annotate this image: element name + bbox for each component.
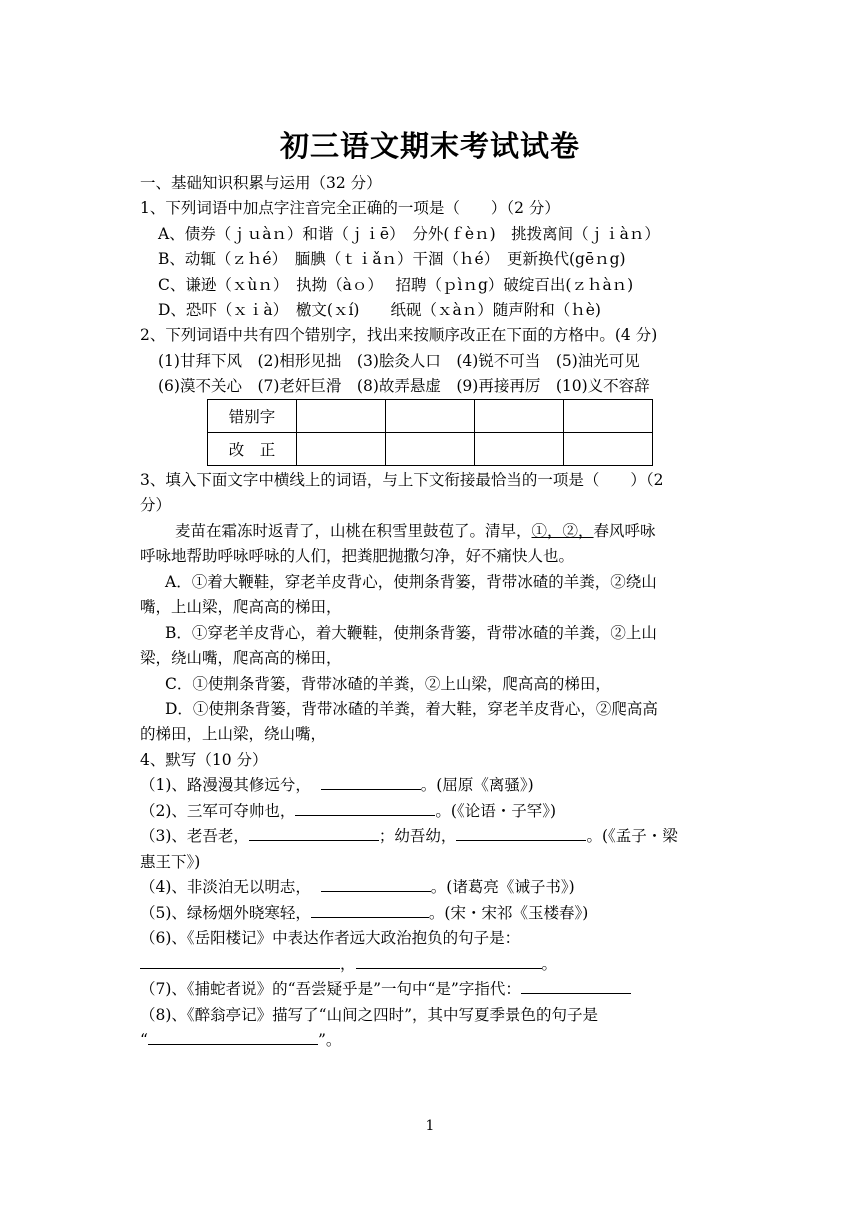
question-3-passage-line-1 — [175, 520, 656, 542]
table-header-correction: 改 正 — [208, 433, 297, 466]
question-1-stem: 1、下列词语中加点字注音完全正确的一项是（ ）（2 分） — [140, 199, 560, 217]
question-3-option-d: D．①使荆条背篓，背带冰碴的羊粪，着大鞋，穿老羊皮背心，②爬高高 — [165, 700, 658, 718]
question-3-passage-line-2: 呼咏地帮助呼咏呼咏的人们，把粪肥抛撒匀净，好不痛快人也。 — [140, 547, 575, 565]
recitation-item-1 — [140, 774, 534, 796]
item-source: 。(《论语・子罕》) — [435, 802, 557, 820]
question-2-words-row-2: (6)漠不关心 (7)老奸巨滑 (8)故弄悬虚 (9)再接再厉 (10)义不容辞 — [158, 377, 650, 395]
item-text: “ — [140, 1031, 148, 1049]
item-text: （5)、绿杨烟外晓寒轻， — [140, 904, 311, 922]
item-text: ， — [340, 955, 356, 973]
answer-blank[interactable] — [249, 826, 379, 841]
recitation-item-3-cont: 惠王下》) — [140, 853, 201, 871]
question-3-option-b-cont: 梁，绕山嘴，爬高高的梯田， — [140, 649, 342, 667]
question-1-option-c: C、谦逊（ｘùｎ） 执拗（àｏ） 招聘（ｐìｎg）破绽百出(ｚｈàｎ) — [158, 276, 634, 294]
item-text: （2)、三军可夺帅也， — [140, 802, 296, 820]
question-3-option-a: A．①着大鞭鞋，穿老羊皮背心，使荆条背篓，背带冰碴的羊粪，②绕山 — [165, 573, 657, 591]
page-title: 初三语文期末考试试卷 — [279, 129, 580, 163]
item-text: （4)、非淡泊无以明志， — [140, 878, 311, 896]
recitation-item-8-answer — [140, 1029, 341, 1051]
question-3-stem-cont: 分） — [140, 496, 172, 514]
answer-blank[interactable] — [356, 954, 542, 969]
question-3-stem: 3、填入下面文字中横线上的词语，与上下文衔接最恰当的一项是（ ）（2 — [140, 471, 664, 489]
table-row — [208, 400, 653, 433]
answer-cell[interactable] — [386, 433, 475, 466]
recitation-item-5 — [140, 902, 588, 924]
passage-blanks: ①，②， — [531, 522, 594, 540]
table-row — [208, 433, 653, 466]
item-text: 。 — [541, 955, 558, 973]
item-text: ”。 — [317, 1031, 342, 1049]
correction-table — [207, 399, 653, 466]
answer-cell[interactable] — [297, 433, 386, 466]
answer-cell[interactable] — [475, 433, 564, 466]
answer-blank[interactable] — [140, 954, 340, 969]
question-1-option-d: D、恐吓（ｘｉà） 檄文(ｘí) 纸砚（ｘàｎ）随声附和（ｈè) — [158, 301, 601, 319]
item-source: 。(屈原《离骚》) — [420, 776, 534, 794]
answer-blank[interactable] — [321, 775, 421, 790]
item-source: 。(《孟子・梁 — [586, 827, 678, 845]
passage-text: 麦苗在霜冻时返青了，山桃在积雪里鼓苞了。清早， — [175, 522, 532, 540]
answer-blank[interactable] — [321, 877, 431, 892]
answer-blank[interactable] — [456, 826, 586, 841]
recitation-item-3 — [140, 825, 678, 847]
passage-text: 春风呼咏 — [593, 522, 656, 540]
answer-blank[interactable] — [148, 1030, 318, 1045]
item-text: （7)、《捕蛇者说》的“吾尝疑乎是”一句中“是”字指代： — [140, 980, 521, 998]
item-text: （3)、老吾老， — [140, 827, 249, 845]
recitation-item-7 — [140, 978, 631, 1000]
table-header-wrong-char: 错别字 — [208, 400, 297, 433]
item-source: 。(宋・宋祁《玉楼春》) — [428, 904, 589, 922]
answer-blank[interactable] — [311, 903, 429, 918]
recitation-item-6: （6)、《岳阳楼记》中表达作者远大政治抱负的句子是： — [140, 929, 521, 947]
item-text: ；幼吾幼， — [378, 827, 457, 845]
answer-cell[interactable] — [297, 400, 386, 433]
answer-cell[interactable] — [386, 400, 475, 433]
page-number: 1 — [425, 1118, 435, 1134]
answer-cell[interactable] — [475, 400, 564, 433]
answer-cell[interactable] — [564, 433, 653, 466]
section-heading: 一、基础知识积累与运用（32 分） — [140, 174, 382, 192]
question-4-stem: 4、默写（10 分） — [140, 751, 268, 769]
question-1-option-a: A、债券（ｊｕàｎ）和谐（ｊｉē） 分外(ｆèｎ) 挑拨离间（ｊｉàｎ） — [158, 225, 660, 243]
recitation-item-4 — [140, 876, 575, 898]
recitation-item-6-answer — [140, 953, 557, 975]
question-1-option-b: B、动辄（ｚｈé） 腼腆（ｔｉǎｎ）干涸（ｈé） 更新换代(gēｎg) — [158, 250, 626, 268]
answer-blank[interactable] — [295, 801, 435, 816]
question-3-option-c: C．①使荆条背篓，背带冰碴的羊粪，②上山梁，爬高高的梯田， — [165, 675, 611, 693]
item-text: （1)、路漫漫其修远兮， — [140, 776, 311, 794]
recitation-item-2 — [140, 800, 556, 822]
question-3-option-d-cont: 的梯田，上山梁，绕山嘴， — [140, 725, 327, 743]
recitation-item-8: （8)、《醉翁亭记》描写了“山间之四时”，其中写夏季景色的句子是 — [140, 1006, 599, 1024]
answer-cell[interactable] — [564, 400, 653, 433]
question-3-option-a-cont: 嘴，上山梁，爬高高的梯田， — [140, 598, 342, 616]
question-2-words-row-1: (1)甘拜下风 (2)相形见拙 (3)脍灸人口 (4)锐不可当 (5)油光可见 — [158, 352, 640, 370]
question-2-stem: 2、下列词语中共有四个错别字，找出来按顺序改正在下面的方格中。(4 分) — [140, 326, 658, 344]
answer-blank[interactable] — [521, 979, 631, 994]
question-3-option-b: B．①穿老羊皮背心，着大鞭鞋，使荆条背篓，背带冰碴的羊粪，②上山 — [165, 624, 657, 642]
item-source: 。(诸葛亮《诫子书》) — [430, 878, 575, 896]
